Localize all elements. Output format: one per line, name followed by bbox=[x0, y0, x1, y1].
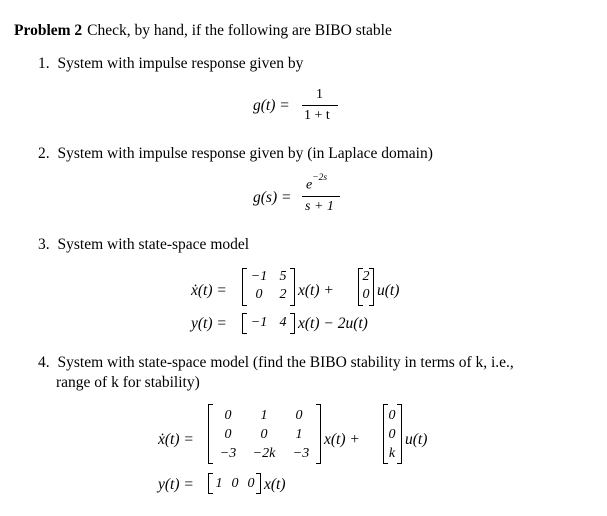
eq3-C-right-bracket bbox=[290, 313, 295, 334]
eq4-C-left-bracket bbox=[208, 473, 213, 494]
eq1-numerator: 1 bbox=[316, 87, 323, 102]
eq4-u-term: u(t) bbox=[405, 431, 428, 448]
eq3-xdot-lhs: ẋ(t) = bbox=[191, 282, 227, 299]
eq2-fraction-bar bbox=[302, 196, 340, 197]
eq4-y-rest: x(t) bbox=[264, 476, 286, 493]
eq3-x-term: x(t) + bbox=[298, 282, 334, 299]
eq4-B-1: 0 bbox=[388, 408, 396, 423]
eq4-A-11: 0 bbox=[224, 408, 232, 423]
eq4-B-2: 0 bbox=[388, 427, 396, 442]
eq3-C-1: −1 bbox=[250, 315, 268, 330]
eq2-lhs: g(s) = bbox=[253, 189, 292, 206]
item-2-text: System with impulse response given by (in Laplace domain) bbox=[57, 145, 433, 162]
eq3-A-11: −1 bbox=[250, 269, 268, 284]
item-3 bbox=[38, 237, 249, 253]
eq2-exponent: −2s bbox=[312, 173, 328, 183]
item-1-number: 1. bbox=[38, 55, 50, 72]
eq4-C-3: 0 bbox=[247, 476, 255, 491]
item-1 bbox=[38, 56, 303, 72]
eq4-A-13: 0 bbox=[295, 408, 303, 423]
eq1-fraction-bar bbox=[302, 105, 338, 106]
eq4-C-1: 1 bbox=[215, 476, 223, 491]
eq3-C-2: 4 bbox=[279, 315, 287, 330]
eq3-B-1: 2 bbox=[362, 269, 370, 284]
eq4-C-2: 0 bbox=[231, 476, 239, 491]
eq4-B-right-bracket bbox=[397, 404, 402, 464]
item-4-number: 4. bbox=[38, 354, 50, 371]
eq4-A-31: −3 bbox=[219, 446, 237, 461]
eq3-y-rest: x(t) − 2u(t) bbox=[298, 315, 368, 332]
eq4-A-left-bracket bbox=[208, 404, 213, 464]
item-2-number: 2. bbox=[38, 145, 50, 162]
eq3-A-right-bracket bbox=[290, 268, 295, 306]
eq3-u-term: u(t) bbox=[377, 282, 400, 299]
eq4-A-23: 1 bbox=[295, 427, 303, 442]
eq4-x-term: x(t) + bbox=[324, 431, 360, 448]
eq3-B-right-bracket bbox=[369, 268, 374, 306]
eq4-A-12: 1 bbox=[260, 408, 268, 423]
eq4-A-32: −2k bbox=[252, 446, 276, 461]
eq3-A-21: 0 bbox=[255, 287, 263, 302]
item-1-text: System with impulse response given by bbox=[57, 55, 304, 72]
eq4-A-22: 0 bbox=[260, 427, 268, 442]
problem-instruction: Check, by hand, if the following are BIBO stable bbox=[87, 22, 392, 39]
eq4-A-33: −3 bbox=[292, 446, 310, 461]
eq2-denominator: s + 1 bbox=[305, 199, 334, 214]
item-3-number: 3. bbox=[38, 236, 50, 253]
eq1-denominator: 1 + t bbox=[304, 108, 330, 123]
item-3-text: System with state-space model bbox=[57, 236, 250, 253]
eq4-C-right-bracket bbox=[256, 473, 261, 494]
eq4-B-3: k bbox=[388, 446, 396, 461]
problem-label: Problem 2 bbox=[14, 22, 83, 39]
eq3-B-2: 0 bbox=[362, 287, 370, 302]
problem-header bbox=[14, 23, 392, 39]
eq4-A-right-bracket bbox=[316, 404, 321, 464]
eq2-numerator-base: e bbox=[306, 177, 313, 193]
eq1-lhs: g(t) = bbox=[253, 97, 290, 114]
eq4-y-lhs: y(t) = bbox=[158, 476, 194, 493]
eq4-A-21: 0 bbox=[224, 427, 232, 442]
eq3-A-22: 2 bbox=[279, 287, 287, 302]
item-4-text-line2: range of k for stability) bbox=[56, 374, 200, 391]
item-4 bbox=[38, 355, 514, 371]
eq3-A-12: 5 bbox=[279, 269, 287, 284]
eq4-xdot-lhs: ẋ(t) = bbox=[158, 431, 194, 448]
eq3-y-lhs: y(t) = bbox=[191, 315, 227, 332]
item-2 bbox=[38, 146, 433, 162]
eq2-numerator bbox=[306, 173, 328, 193]
item-4-text-line1: System with state-space model (find the BIBO stability in terms of k, i.e., bbox=[57, 354, 514, 371]
